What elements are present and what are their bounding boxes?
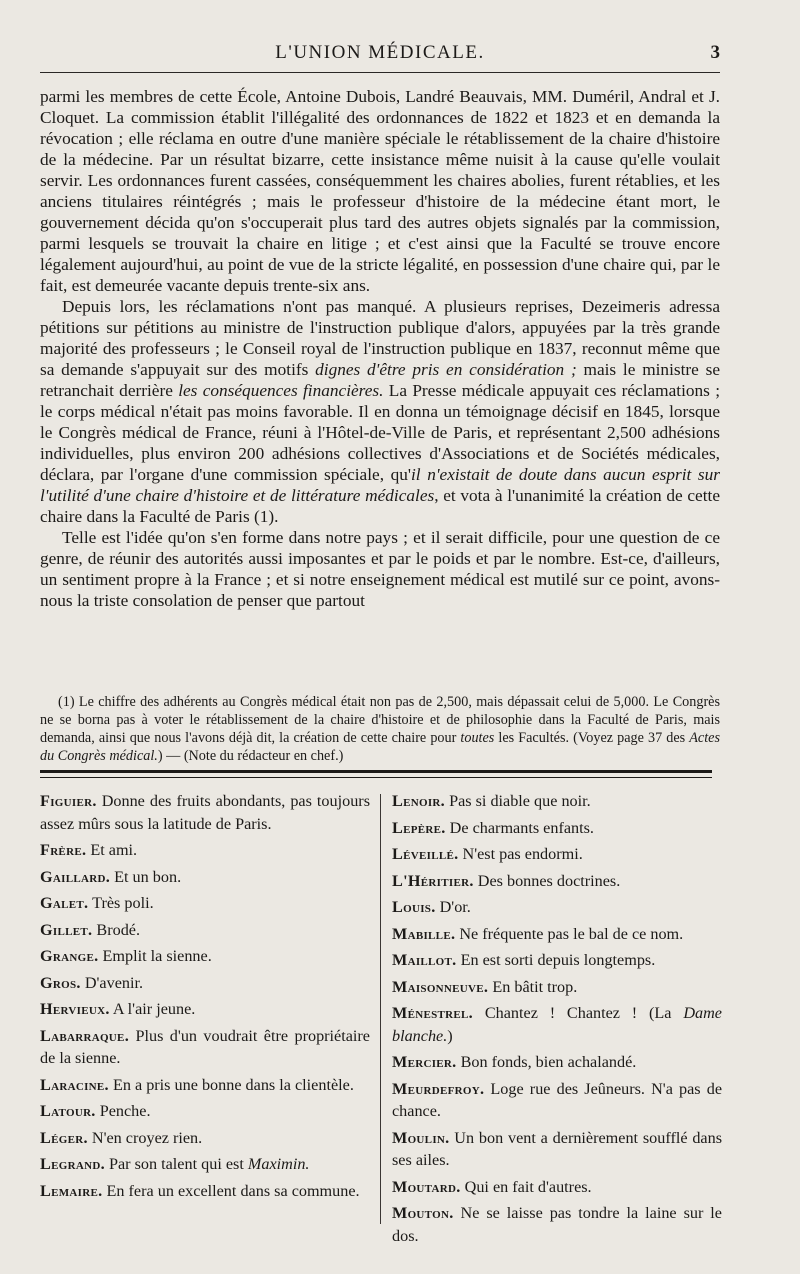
entry-name: Maisonneuve. — [392, 977, 489, 996]
entry-text: Ne se laisse pas tondre la laine sur le dos. — [392, 1204, 722, 1245]
list-item — [392, 790, 722, 813]
entry-text: Par son talent qui est — [104, 1155, 248, 1173]
entry-name: Mabille. — [392, 924, 456, 943]
running-head — [40, 40, 720, 70]
list-item — [392, 870, 722, 893]
list-item — [392, 843, 722, 866]
footnote-emphasis-2: Actes du Congrès médical. — [40, 730, 720, 764]
list-item — [40, 790, 370, 835]
list-item — [40, 1153, 370, 1176]
entry-name: Laracine. — [40, 1075, 109, 1094]
entry-name: Figuier. — [40, 792, 97, 810]
footnote — [40, 693, 720, 765]
article-body — [40, 86, 720, 611]
entry-text-after: ) — [447, 1026, 453, 1045]
footnote-emphasis-1: toutes — [460, 730, 495, 746]
paragraph-2-text-b: mais le ministre se retranchait derrière — [40, 360, 721, 400]
paragraph-2 — [40, 296, 720, 527]
entry-name: Lepère. — [392, 818, 446, 837]
list-item — [40, 972, 370, 995]
paragraph-2-text-d: , et vota à l'unanimité la création de cette chaire dans la Faculté de Paris (1). — [40, 486, 720, 526]
entry-text: En est sorti depuis longtemps. — [456, 951, 656, 969]
entry-name: Legrand. — [40, 1155, 105, 1173]
entry-name: Moulin. — [392, 1128, 450, 1147]
entry-name: Mouton. — [392, 1204, 454, 1222]
entry-text: Pas si diable que noir. — [445, 792, 591, 810]
entry-text: Très poli. — [88, 894, 154, 912]
list-item — [392, 1078, 722, 1123]
list-item — [40, 1180, 370, 1203]
footnote-text-c: ) — (Note du rédacteur en chef.) — [157, 748, 344, 764]
entry-text: N'est pas endormi. — [458, 845, 583, 863]
entry-text: Plus d'un voudrait être propriétaire de la sienne. — [40, 1026, 370, 1067]
entry-text: Des bonnes doctrines. — [473, 871, 621, 890]
entry-text: Brodé. — [92, 920, 141, 939]
entry-name: Labarraque. — [40, 1026, 130, 1045]
list-item — [392, 1176, 722, 1199]
entry-text: Un bon vent a dernièrement soufflé dans ses ailes. — [392, 1128, 722, 1169]
entry-name: Moutard. — [392, 1177, 461, 1196]
entry-text: D'avenir. — [80, 973, 144, 992]
entry-text: Et un bon. — [110, 867, 182, 886]
entry-text: De charmants enfants. — [445, 818, 594, 837]
paragraph-2-emphasis-3: il n'existait de doute dans aucun esprit sur l'utilité d'une chaire d'histoire et de littérature médicales — [40, 465, 720, 505]
paragraph-2-text-a: Depuis lors, les réclamations n'ont pas manqué. A plusieurs reprises, Dezeimeris adressa pétitions sur pétitions au ministre de l'instruction publique d'alors, appuyées par la très grande majorité des professeurs ; le Conseil royal de l'instruction publique en 1837, reconnut même que sa demande s'appuyait sur des motifs — [40, 297, 720, 379]
entry-name: Léger. — [40, 1128, 88, 1147]
entry-text: Donne des fruits abondants, pas toujours assez mûrs sous la latitude de Paris. — [40, 792, 370, 833]
paragraph-2-text-c: La Presse médicale appuyait ces réclamations ; le corps médical n'était pas moins favorable. Il en donna un témoignage décisif en 1845, lorsque le Congrès médical de France, réuni à l'Hôtel-de-Ville de Paris, et représentant 2,500 adhésions individuelles, plus environ 200 adhésions collectives d'Associations et de Sociétés médicales, déclara, par l'organe d'une commission spéciale, qu' — [40, 381, 721, 484]
list-item — [392, 1202, 722, 1247]
paragraph-3: Telle est l'idée qu'on s'en forme dans notre pays ; et il serait difficile, pour une question de ce genre, de réunir des autorités aussi imposantes et par le poids et par le nombre. Est-ce, d'ailleurs, un sentiment propre à la France ; et si notre enseignement médical est mutilé sur ce point, avons-nous la triste consolation de penser que partout — [40, 528, 720, 610]
entry-name: Hervieux. — [40, 1000, 110, 1018]
list-item — [392, 817, 722, 840]
entry-name: Lenoir. — [392, 792, 446, 810]
entry-name: Mercier. — [392, 1053, 457, 1071]
journal-title: L'UNION MÉDICALE. — [275, 42, 485, 63]
left-column — [40, 790, 370, 1206]
entry-text: N'en croyez rien. — [87, 1128, 203, 1147]
column-divider — [380, 794, 381, 1224]
list-item — [40, 945, 370, 968]
entry-emphasis: Dame blanche. — [392, 1004, 722, 1045]
header-rule — [40, 72, 720, 73]
footnote-text — [40, 693, 720, 765]
entry-name: Gillet. — [40, 920, 93, 939]
entry-text: Chantez ! Chantez ! (La — [473, 1004, 684, 1022]
footnote-text-a: (1) Le chiffre des adhérents au Congrès médical était non pas de 2,500, mais dépassait celui de 5,000. Le Congrès ne se borna pas à voter le rétablissement de la chaire d'histoire et de philosophie dans la Faculté de Paris, mais demanda, ainsi que nous l'avons déjà dit, la création de cette chaire pour — [40, 694, 720, 746]
entry-text: Penche. — [95, 1102, 151, 1120]
entry-name: Latour. — [40, 1102, 96, 1120]
paragraph-1: parmi les membres de cette École, Antoine Dubois, Landré Beauvais, MM. Duméril, Andral et J. Cloquet. La commission établit l'illégalité des ordonnances de 1822 et 1823 et en demanda la révocation ; elle réclama en outre d'une manière spéciale le rétablissement de la chaire d'histoire de la médecine. Par un résultat bizarre, cette insistance même nuisit à la cause qu'elle voulait servir. Les ordonnances furent cassées, conséquemment les chaires abolies, furent rétablies, et les anciens titulaires réintégrés ; mais le professeur d'histoire de la médecine étant mort, le gouvernement décida qu'on s'occuperait plus tard des autres objets signalés par la commission, parmi lesquels se trouvait la chaire en litige ; et c'est ainsi que la Faculté se trouve encore légalement aujourd'hui, au point de vue de la stricte légalité, en possession d'une chaire qui, par le fait, est demeurée vacante depuis trente-six ans. — [40, 87, 720, 295]
entry-text: Qui en fait d'autres. — [460, 1177, 592, 1196]
list-item — [40, 919, 370, 942]
entry-name: Grange. — [40, 947, 99, 965]
list-item — [40, 1074, 370, 1097]
entry-emphasis: Maximin. — [247, 1155, 310, 1173]
list-item — [40, 1127, 370, 1150]
list-item — [40, 1025, 370, 1070]
entry-name: Louis. — [392, 898, 436, 916]
entry-text: D'or. — [435, 898, 471, 916]
list-item — [40, 866, 370, 889]
right-column — [392, 790, 722, 1251]
list-item — [392, 1127, 722, 1172]
entry-text: Emplit la sienne. — [98, 947, 212, 965]
list-item — [392, 1051, 722, 1074]
entry-name: Maillot. — [392, 951, 457, 969]
entry-name: Léveillé. — [392, 845, 459, 863]
list-item — [392, 1002, 722, 1047]
entry-text: A l'air jeune. — [109, 1000, 196, 1018]
list-item — [392, 923, 722, 946]
entry-text: En fera un excellent dans sa commune. — [102, 1181, 360, 1200]
entry-name: Lemaire. — [40, 1181, 103, 1200]
entry-name: Ménestrel. — [392, 1004, 474, 1022]
entry-name: L'Héritier. — [392, 871, 474, 890]
entry-text: Et ami. — [86, 841, 138, 859]
list-item — [40, 839, 370, 862]
section-separator-thin — [40, 777, 712, 778]
entry-text: Loge rue des Jeûneurs. N'a pas de chance. — [392, 1079, 722, 1120]
paragraph-2-emphasis-1: dignes d'être pris en considération ; — [315, 360, 577, 379]
entry-text: Ne fréquente pas le bal de ce nom. — [455, 924, 684, 943]
entry-text: En bâtit trop. — [488, 977, 578, 996]
list-item — [40, 1100, 370, 1123]
list-item — [392, 896, 722, 919]
page-number: 3 — [710, 42, 720, 63]
list-item — [40, 998, 370, 1021]
entry-name: Frère. — [40, 841, 87, 859]
entry-name: Meurdefroy. — [392, 1079, 485, 1098]
entry-text: Bon fonds, bien achalandé. — [456, 1053, 637, 1071]
section-separator-thick — [40, 770, 712, 773]
list-item — [392, 976, 722, 999]
paragraph-2-emphasis-2: les conséquences financières. — [178, 381, 384, 400]
footnote-text-b: les Facultés. (Voyez page 37 des — [494, 730, 690, 746]
list-item — [392, 949, 722, 972]
list-item — [40, 892, 370, 915]
entry-name: Galet. — [40, 894, 89, 912]
entry-name: Gaillard. — [40, 867, 111, 886]
entry-text: En a pris une bonne dans la clientèle. — [108, 1075, 354, 1094]
entry-name: Gros. — [40, 973, 81, 992]
